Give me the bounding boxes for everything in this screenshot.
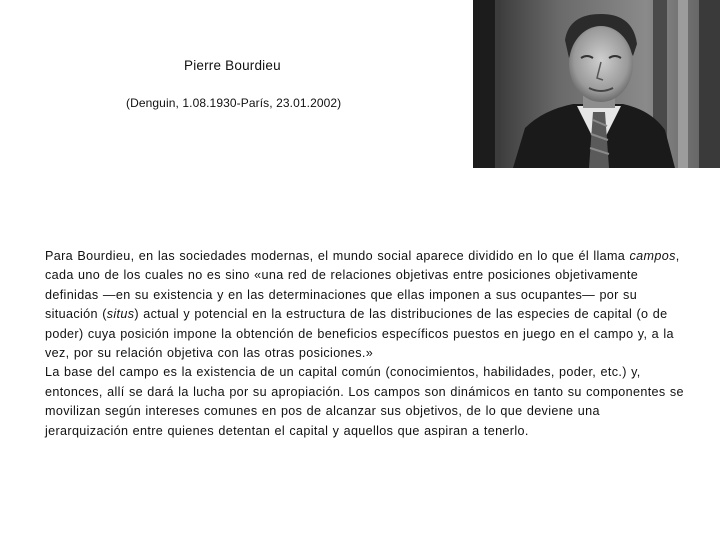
life-dates: (Denguin, 1.08.1930-París, 23.01.2002): [126, 96, 342, 110]
portrait-photo: [473, 0, 720, 168]
portrait-photo-icon: [473, 0, 720, 168]
paragraph-2: La base del campo es la existencia de un capital común (conocimientos, habilidades, poder, etc.) y, entonces, allí se dará la lucha por su apropiación. Los campos son dinámicos en tanto su componentes se movilizan según intereses comunes en pos de alcanzar sus objetivos, de lo que deviene una jerarquización entre quienes detentan el capital y aquellos que aspiran a tenerlo.: [45, 365, 684, 438]
person-name: Pierre Bourdieu: [184, 58, 281, 73]
body-text: [45, 247, 685, 441]
paragraph-1-start: Para Bourdieu, en las sociedades modernas, el mundo social aparece dividido en lo que él llama: [45, 249, 630, 263]
paragraph-1-end: ) actual y potencial en la estructura de las distribuciones de las especies de capital (o de poder) cuya posición impone la obtención de beneficios específicos puestos en juego en el campo y, a la vez, por su relación objetiva con las otras posiciones.»: [45, 307, 674, 361]
paragraph-1: [45, 247, 685, 363]
term-situs: situs: [106, 307, 135, 322]
paragraph-1-mid: , cada uno de los cuales no es sino «una red de relaciones objetivas entre posiciones objetivamente definidas —en su existencia y en las determinaciones que ellas imponen a sus ocupantes— por su situación (: [45, 249, 680, 322]
term-campos: campos: [629, 249, 676, 263]
